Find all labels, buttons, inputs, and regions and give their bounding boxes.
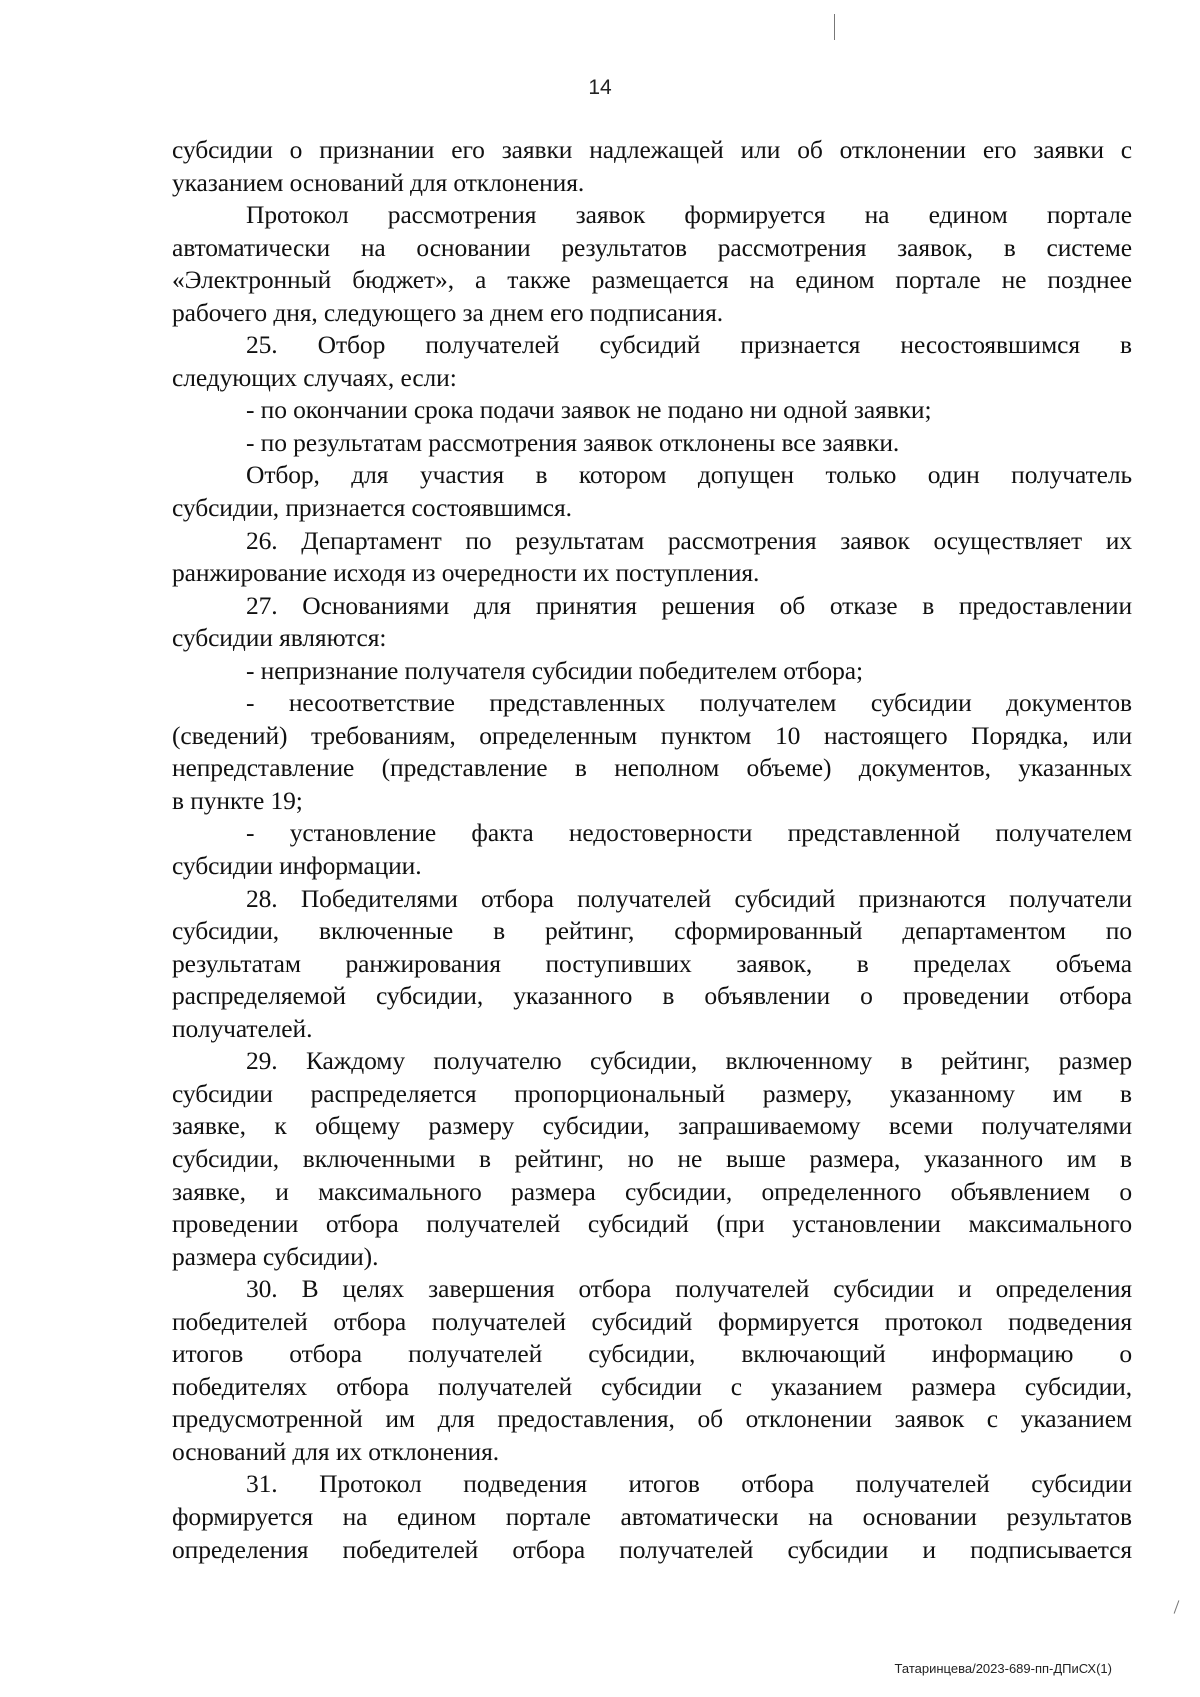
text-line: «Электронный бюджет», а также размещается на едином портале не позднее xyxy=(172,265,1132,295)
text-line: субсидии о признании его заявки надлежащей или об отклонении его заявки с xyxy=(172,135,1132,164)
text-line: - по результатам рассмотрения заявок отклонены все заявки. xyxy=(246,427,900,457)
text-line: распределяемой субсидии, указанного в объявлении о проведении отбора xyxy=(172,981,1132,1011)
text-line: - по окончании срока подачи заявок не подано ни одной заявки; xyxy=(246,395,932,425)
text-line: оснований для их отклонения. xyxy=(172,1436,499,1466)
text-line: 29. Каждому получателю субсидии, включенному в рейтинг, размер xyxy=(246,1046,1132,1076)
text-line: 27. Основаниями для принятия решения об отказе в предоставлении xyxy=(246,590,1132,620)
document-footer-reference: Татаринцева/2023-689-пп-ДПиСХ(1) xyxy=(894,1661,1112,1676)
document-body xyxy=(172,134,1132,1566)
text-line: - установление факта недостоверности представленной получателем xyxy=(246,818,1132,848)
text-line: субсидии распределяется пропорциональный размеру, указанному им в xyxy=(172,1078,1132,1108)
scan-mark-top xyxy=(834,14,835,40)
text-line: получателей. xyxy=(172,1013,313,1043)
text-line: субсидии информации. xyxy=(172,851,422,881)
scan-mark-corner xyxy=(1174,1600,1180,1613)
text-line: рабочего дня, следующего за днем его подписания. xyxy=(172,297,723,327)
text-line: размера субсидии). xyxy=(172,1241,379,1271)
text-line: 31. Протокол подведения итогов отбора получателей субсидии xyxy=(246,1469,1132,1499)
text-line: проведении отбора получателей субсидий (при установлении максимального xyxy=(172,1209,1132,1239)
text-line: - непризнание получателя субсидии победителем отбора; xyxy=(246,655,863,685)
text-line: ранжирование исходя из очередности их поступления. xyxy=(172,558,760,588)
text-line: субсидии, включенные в рейтинг, сформированный департаментом по xyxy=(172,916,1132,946)
text-line: формируется на едином портале автоматически на основании результатов xyxy=(172,1501,1132,1531)
text-line: победителей отбора получателей субсидий формируется протокол подведения xyxy=(172,1306,1132,1336)
text-line: предусмотренной им для предоставления, об отклонении заявок с указанием xyxy=(172,1404,1132,1434)
text-line: Протокол рассмотрения заявок формируется на едином портале xyxy=(246,200,1132,230)
text-line: определения победителей отбора получателей субсидии и подписывается xyxy=(172,1534,1132,1564)
text-line: автоматически на основании результатов рассмотрения заявок, в системе xyxy=(172,232,1132,262)
text-line: непредставление (представление в неполном объеме) документов, указанных xyxy=(172,753,1132,783)
text-line: 30. В целях завершения отбора получателей субсидии и определения xyxy=(246,1274,1132,1304)
text-line: - несоответствие представленных получателем субсидии документов xyxy=(246,688,1132,718)
text-line: Отбор, для участия в котором допущен только один получатель xyxy=(246,460,1132,490)
text-line: следующих случаях, если: xyxy=(172,362,457,392)
text-line: победителях отбора получателей субсидии с указанием размера субсидии, xyxy=(172,1371,1132,1401)
page-number: 14 xyxy=(588,76,612,99)
text-line: в пункте 19; xyxy=(172,785,303,815)
text-line: заявке, и максимального размера субсидии, определенного объявлением о xyxy=(172,1176,1132,1206)
text-line: субсидии, включенными в рейтинг, но не выше размера, указанного им в xyxy=(172,1143,1132,1173)
text-line: 28. Победителями отбора получателей субсидий признаются получатели xyxy=(246,883,1132,913)
text-line: субсидии являются: xyxy=(172,623,387,653)
text-line: субсидии, признается состоявшимся. xyxy=(172,493,572,523)
text-line: указанием оснований для отклонения. xyxy=(172,167,585,197)
text-line: (сведений) требованиям, определенным пунктом 10 настоящего Порядка, или xyxy=(172,720,1132,750)
text-line: результатам ранжирования поступивших заявок, в пределах объема xyxy=(172,948,1132,978)
text-line: 25. Отбор получателей субсидий признается несостоявшимся в xyxy=(246,330,1132,360)
text-line: заявке, к общему размеру субсидии, запрашиваемому всеми получателями xyxy=(172,1111,1132,1141)
text-line: итогов отбора получателей субсидии, включающий информацию о xyxy=(172,1339,1132,1369)
text-line: 26. Департамент по результатам рассмотрения заявок осуществляет их xyxy=(246,525,1132,555)
